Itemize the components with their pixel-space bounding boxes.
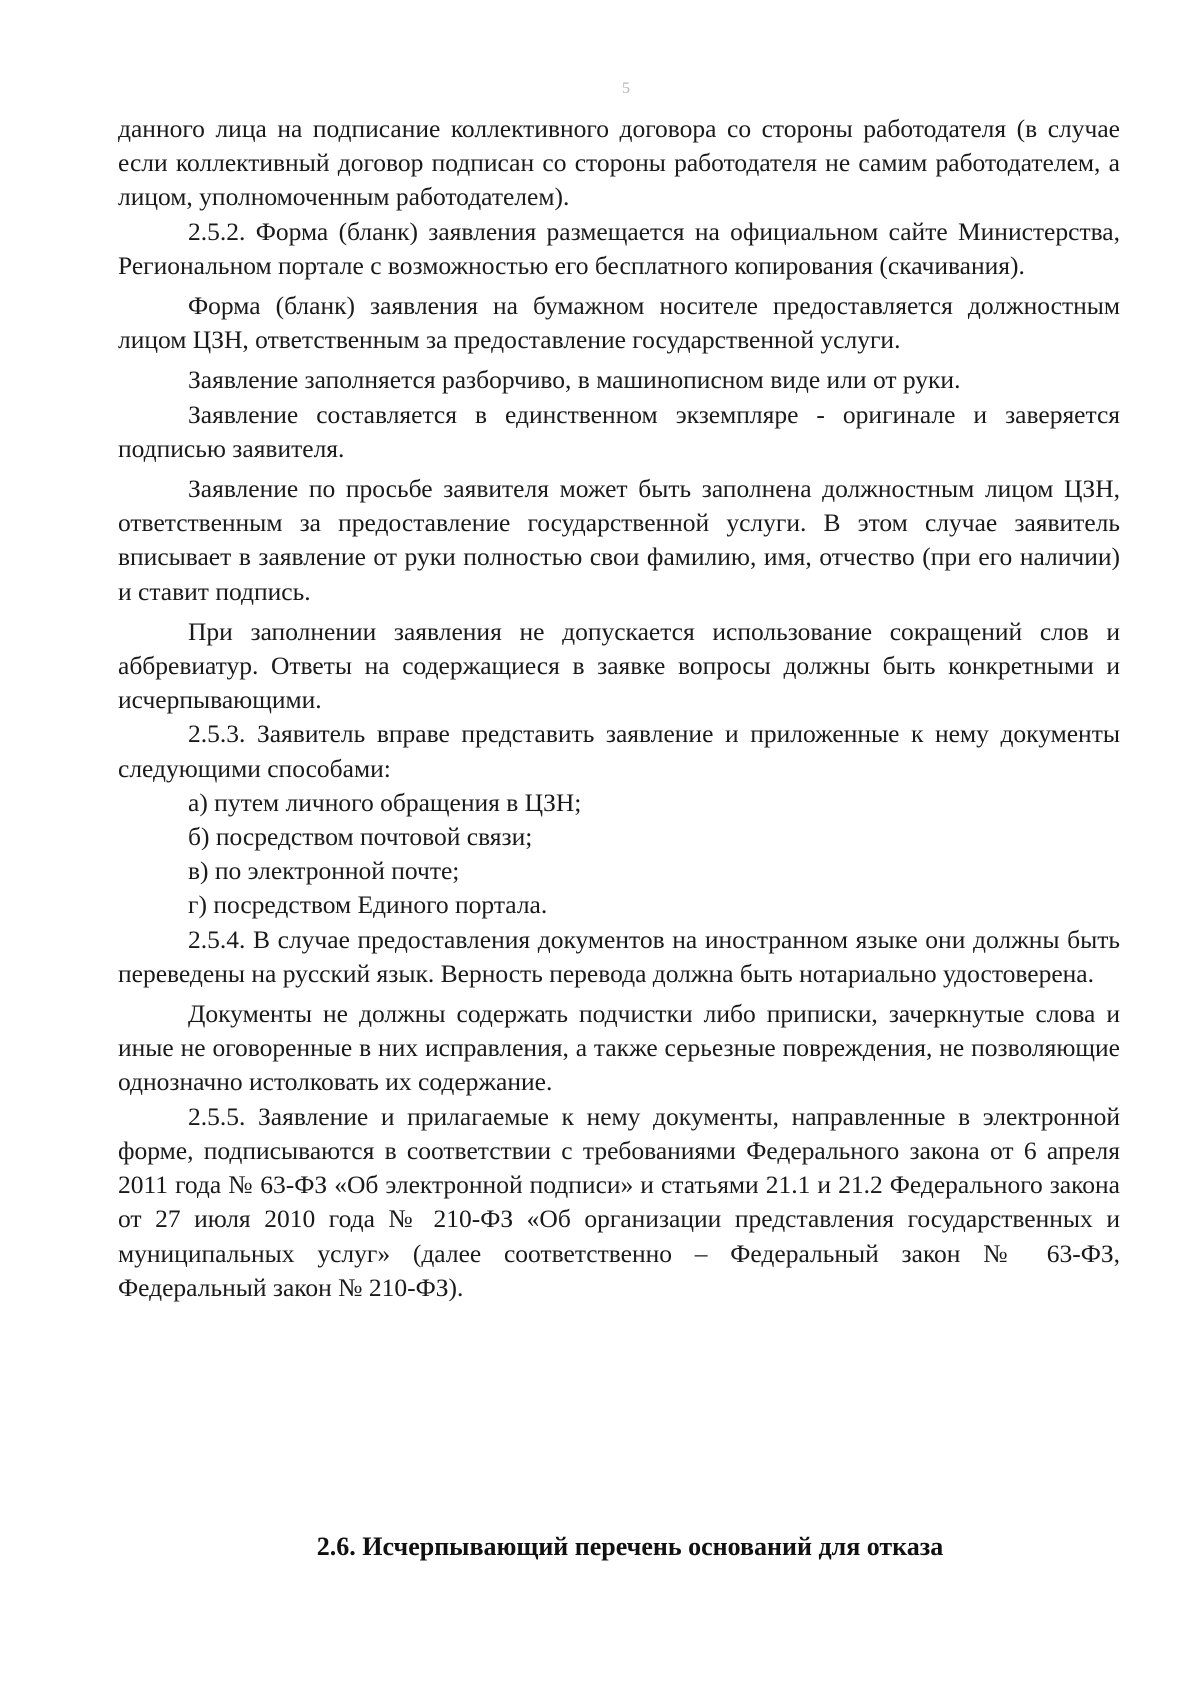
list-item-a: а) путем личного обращения в ЦЗН;	[188, 787, 582, 817]
section-heading-text: 2.6. Исчерпывающий перечень оснований для отказа	[316, 1532, 944, 1561]
paragraph-no-corrections: Документы не должны содержать подчистки либо приписки, зачеркнутые слова и иные не оговоренные в них исправления, а также серьезные повреждения, не позволяющие однозначно истолковать их содержание.	[118, 999, 1120, 1097]
paragraph-2-5-4: 2.5.4. В случае предоставления документов на иностранном языке они должны быть переведены на русский язык. Верность перевода должна быть нотариально удостоверена.	[118, 924, 1120, 988]
paragraph-2-5-2: 2.5.2. Форма (бланк) заявления размещается на официальном сайте Министерства, Региональном портале с возможностью его бесплатного копирования (скачивания).	[118, 216, 1120, 280]
list-item-b: б) посредством почтовой связи;	[188, 822, 533, 852]
paragraph-continuation: данного лица на подписание коллективного договора со стороны работодателя (в случае если коллективный договор подписан со стороны работодателя не самим работодателем, а лицом, уполномоченным работодателем).	[118, 114, 1120, 212]
list-item-d: г) посредством Единого портала.	[188, 890, 548, 920]
paragraph-fill-legibly: Заявление заполняется разборчиво, в машинописном виде или от руки.	[188, 365, 961, 395]
paragraph-form-paper: Форма (бланк) заявления на бумажном носителе предоставляется должностным лицом ЦЗН, ответственным за предоставление государственной услуги.	[118, 291, 1120, 355]
paragraph-2-5-3: 2.5.3. Заявитель вправе представить заявление и приложенные к нему документы следующими способами:	[118, 719, 1120, 783]
paragraph-2-5-5: 2.5.5. Заявление и прилагаемые к нему документы, направленные в электронной форме, подписываются в соответствии с требованиями Федерального закона от 6 апреля 2011 года № 63-ФЗ «Об электронной подписи» и статьями 21.1 и 21.2 Федерального закона от 27 июля 2010 года № 210-ФЗ «Об организации представления государственных и муниципальных услуг» (далее соответственно – Федеральный закон № 63-ФЗ, Федеральный закон № 210-ФЗ).	[118, 1101, 1120, 1302]
paragraph-no-abbreviations: При заполнении заявления не допускается использование сокращений слов и аббревиатур. Ответы на содержащиеся в заявке вопросы должны быть конкретными и исчерпывающими.	[118, 616, 1120, 715]
paragraph-filled-by-official: Заявление по просьбе заявителя может быть заполнена должностным лицом ЦЗН, ответственным за предоставление государственной услуги. В этом случае заявитель вписывает в заявление от руки полностью свои фамилию, имя, отчество (при его наличии) и ставит подпись.	[118, 474, 1120, 606]
document-body	[118, 112, 1120, 1305]
section-heading	[0, 1530, 1200, 1564]
paragraph-single-copy: Заявление составляется в единственном экземпляре - оригинале и заверяется подписью заявителя.	[118, 399, 1120, 463]
list-item-c: в) по электронной почте;	[188, 856, 460, 886]
page-number: 5	[622, 80, 630, 97]
